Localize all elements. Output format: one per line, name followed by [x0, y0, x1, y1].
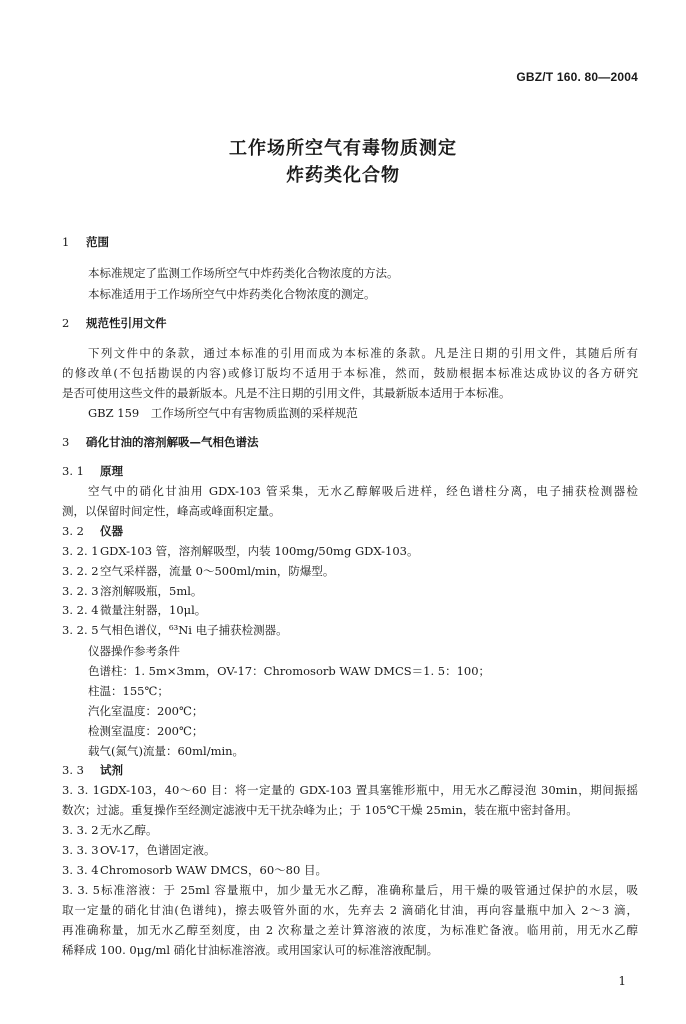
item-text: GDX-103，40～60 目：将一定量的 GDX-103 置具塞锥形瓶中，用无水乙醇浸泡 30min，期间振摇 [100, 783, 638, 797]
paragraph-line: 的修改单(不包括勘误的内容)或修订版均不适用于本标准，然而，鼓励根据本标准达成协议的各方研究 [62, 366, 638, 380]
subsection-title: 试剂 [100, 763, 123, 777]
item-text: 无水乙醇。 [100, 823, 158, 837]
conditions-title: 仪器操作参考条件 [88, 644, 180, 658]
section-number: 2 [62, 316, 70, 330]
item-number: 3. 2. 2 [62, 564, 99, 578]
subsection-title: 原理 [100, 464, 123, 478]
item-text: GDX-103 管，溶剂解吸型，内装 100mg/50mg GDX-103。 [100, 544, 419, 558]
section-title: 规范性引用文件 [86, 316, 167, 330]
subsection-number: 3. 2 [62, 524, 84, 538]
item-number: 3. 2. 4 [62, 603, 99, 617]
paragraph-line: 取一定量的硝化甘油(色谱纯)，擦去吸管外面的水，先弃去 2 滴硝化甘油，再向容量瓶中加入 2～3 滴， [62, 903, 638, 917]
paragraph: 本标准规定了监测工作场所空气中炸药类化合物浓度的方法。 [88, 266, 399, 280]
item-text: 微量注射器，10μl。 [100, 603, 207, 617]
condition-line: 载气(氮气)流量：60ml/min。 [88, 744, 245, 758]
condition-line: 检测室温度：200℃； [88, 724, 204, 738]
item-text: Chromosorb WAW DMCS，60～80 目。 [100, 863, 327, 877]
list-item [62, 840, 638, 860]
paragraph-line: 下列文件中的条款，通过本标准的引用而成为本标准的条款。凡是注日期的引用文件，其随后所有 [88, 346, 638, 360]
subsection-3-2-heading [62, 521, 638, 541]
item-text: 气相色谱仪，⁶³Ni 电子捕获检测器。 [100, 623, 288, 637]
paragraph-line: 数次；过滤。重复操作至经测定滤液中无干扰杂峰为止；于 105℃干燥 25min，装在瓶中密封备用。 [62, 803, 578, 817]
subsection-number: 3. 3 [62, 763, 84, 777]
section-2-heading [62, 313, 638, 333]
paragraph: 本标准适用于工作场所空气中炸药类化合物浓度的测定。 [88, 287, 376, 301]
list-item [62, 581, 638, 601]
list-item [62, 541, 638, 561]
list-item [62, 820, 638, 840]
condition-line: 色谱柱：1. 5m×3mm，OV-17：Chromosorb WAW DMCS＝1. 5：100； [88, 664, 491, 678]
paragraph-line: 空气中的硝化甘油用 GDX-103 管采集，无水乙醇解吸后进样，经色谱柱分离，电子捕获检测器检 [88, 484, 638, 498]
item-number: 3. 3. 1 [62, 783, 100, 797]
item-text: 溶剂解吸瓶，5ml。 [100, 584, 203, 598]
section-title: 硝化甘油的溶剂解吸—气相色谱法 [86, 435, 259, 449]
page-number: 1 [618, 974, 626, 988]
item-text: 标准溶液：于 25ml 容量瓶中，加少量无水乙醇，准确称量后，用干燥的吸管通过保护的水层，吸 [100, 883, 638, 897]
standard-code: GBZ/T 160. 80—2004 [516, 70, 638, 84]
list-item [62, 860, 638, 880]
section-number: 1 [62, 235, 70, 249]
list-item [62, 620, 638, 640]
subsection-3-1-heading [62, 461, 638, 481]
subsection-title: 仪器 [100, 524, 123, 538]
item-text: 空气采样器，流量 0～500ml/min，防爆型。 [100, 564, 335, 578]
paragraph-line: 测，以保留时间定性，峰高或峰面积定量。 [62, 504, 281, 518]
item-number: 3. 2. 3 [62, 584, 99, 598]
normative-reference: GBZ 159 工作场所空气中有害物质监测的采样规范 [88, 406, 358, 420]
section-title: 范围 [86, 235, 109, 249]
paragraph-line: 再准确称量，加无水乙醇至刻度，由 2 次称量之差计算溶液的浓度，为标准贮备液。临用前，用无水乙醇 [62, 923, 638, 937]
list-item [62, 880, 638, 900]
condition-line: 汽化室温度：200℃； [88, 704, 204, 718]
section-3-heading [62, 432, 638, 452]
item-number: 3. 2. 5 [62, 623, 99, 637]
paragraph-line: 是否可使用这些文件的最新版本。凡是不注日期的引用文件，其最新版本适用于本标准。 [62, 386, 511, 400]
condition-line: 柱温：155℃； [88, 684, 169, 698]
list-item [62, 600, 638, 620]
list-item [62, 561, 638, 581]
section-number: 3 [62, 435, 70, 449]
item-number: 3. 3. 3 [62, 843, 99, 857]
subsection-3-3-heading [62, 760, 638, 780]
item-number: 3. 3. 4 [62, 863, 99, 877]
item-number: 3. 3. 5 [62, 883, 100, 897]
document-title-line-2: 炸药类化合物 [286, 165, 400, 186]
paragraph-line: 稀释成 100. 0μg/ml 硝化甘油标准溶液。或用国家认可的标准溶液配制。 [62, 943, 439, 957]
list-item [62, 780, 638, 800]
item-number: 3. 2. 1 [62, 544, 99, 558]
section-1-heading [62, 232, 638, 252]
document-title-line-1: 工作场所空气有毒物质测定 [229, 138, 457, 159]
item-text: OV-17，色谱固定液。 [100, 843, 216, 857]
subsection-number: 3. 1 [62, 464, 84, 478]
item-number: 3. 3. 2 [62, 823, 99, 837]
